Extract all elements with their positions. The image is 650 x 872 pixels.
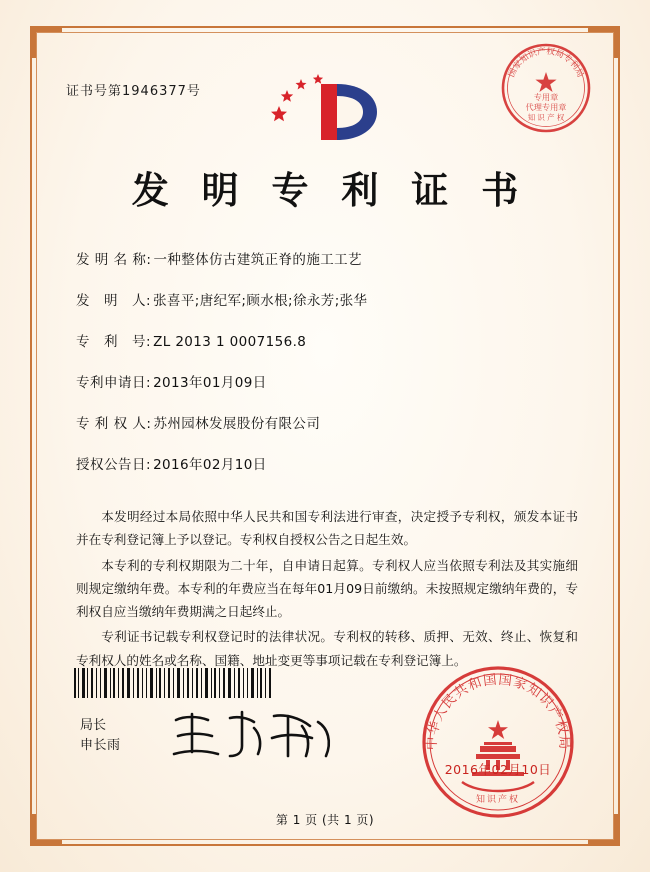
certificate-fields [76,248,580,494]
body-paragraph: 本发明经过本局依照中华人民共和国专利法进行审查，决定授予专利权，颁发本证书并在专利登记簿上予以登记。专利权自授权公告之日起生效。 [76,509,578,548]
certificate-number: 证书号第1946377号 [66,84,201,99]
field-value: 2016年02月10日 [153,457,267,473]
seal-date: 2016年02月10日 [444,762,552,777]
page-title: 发 明 专 利 证 书 [131,168,529,212]
national-emblem-seal-icon [418,662,578,822]
field-label: 专 利 权 人: [76,416,152,432]
field-inventors [76,289,580,309]
signature-block [80,716,121,755]
field-label: 发 明 人: [76,293,152,309]
field-grant-date [76,453,580,473]
signature-role: 局长 [80,718,107,733]
svg-text:中华人民共和国国家知识产权局: 中华人民共和国国家知识产权局 [423,671,573,751]
svg-text:知 识 产 权: 知 识 产 权 [527,113,565,122]
field-value: 2013年01月09日 [153,375,267,391]
field-patentee [76,412,580,432]
china-patent-office-logo-icon [265,62,385,144]
certificate-body [76,505,578,674]
field-label: 专 利 号: [76,334,152,350]
field-application-date [76,371,580,391]
round-office-seal-icon [500,42,592,134]
barcode-icon [74,668,274,698]
signature-name: 申长雨 [80,737,121,753]
body-paragraph: 本专利的专利权期限为二十年，自申请日起算。专利权人应当依照专利法及其实施细则规定缴纳年费。本专利的年费应当在每年01月09日前缴纳。未按照规定缴纳年费的，专利权自应当缴纳年费期满之日起终止。 [76,557,578,620]
svg-text:代理专用章: 代理专用章 [525,102,567,112]
field-label: 授权公告日: [76,457,152,473]
corner-ornament-top-right [588,26,620,58]
svg-text:知识产权: 知识产权 [475,795,521,805]
svg-text:专用章: 专用章 [533,92,559,102]
page-footer: 第 1 页 (共 1 页) [275,813,375,827]
handwritten-signature-icon [168,706,338,766]
field-label: 发 明 名 称: [76,252,152,268]
corner-ornament-top-left [30,26,62,58]
body-paragraph: 专利证书记载专利权登记时的法律状况。专利权的转移、质押、无效、终止、恢复和专利权人的姓名或名称、国籍、地址变更等事项记载在专利登记簿上。 [76,629,578,668]
field-invention-name [76,248,580,268]
field-value: ZL 2013 1 0007156.8 [153,334,307,350]
field-patent-number [76,330,580,350]
field-value: 张喜平;唐纪军;顾水根;徐永芳;张华 [153,293,368,309]
field-value: 苏州园林发展股份有限公司 [153,416,321,432]
svg-text:国家知识产权局专利局: 国家知识产权局专利局 [506,46,586,80]
field-value: 一种整体仿古建筑正脊的施工工艺 [153,252,362,268]
field-label: 专利申请日: [76,375,152,391]
